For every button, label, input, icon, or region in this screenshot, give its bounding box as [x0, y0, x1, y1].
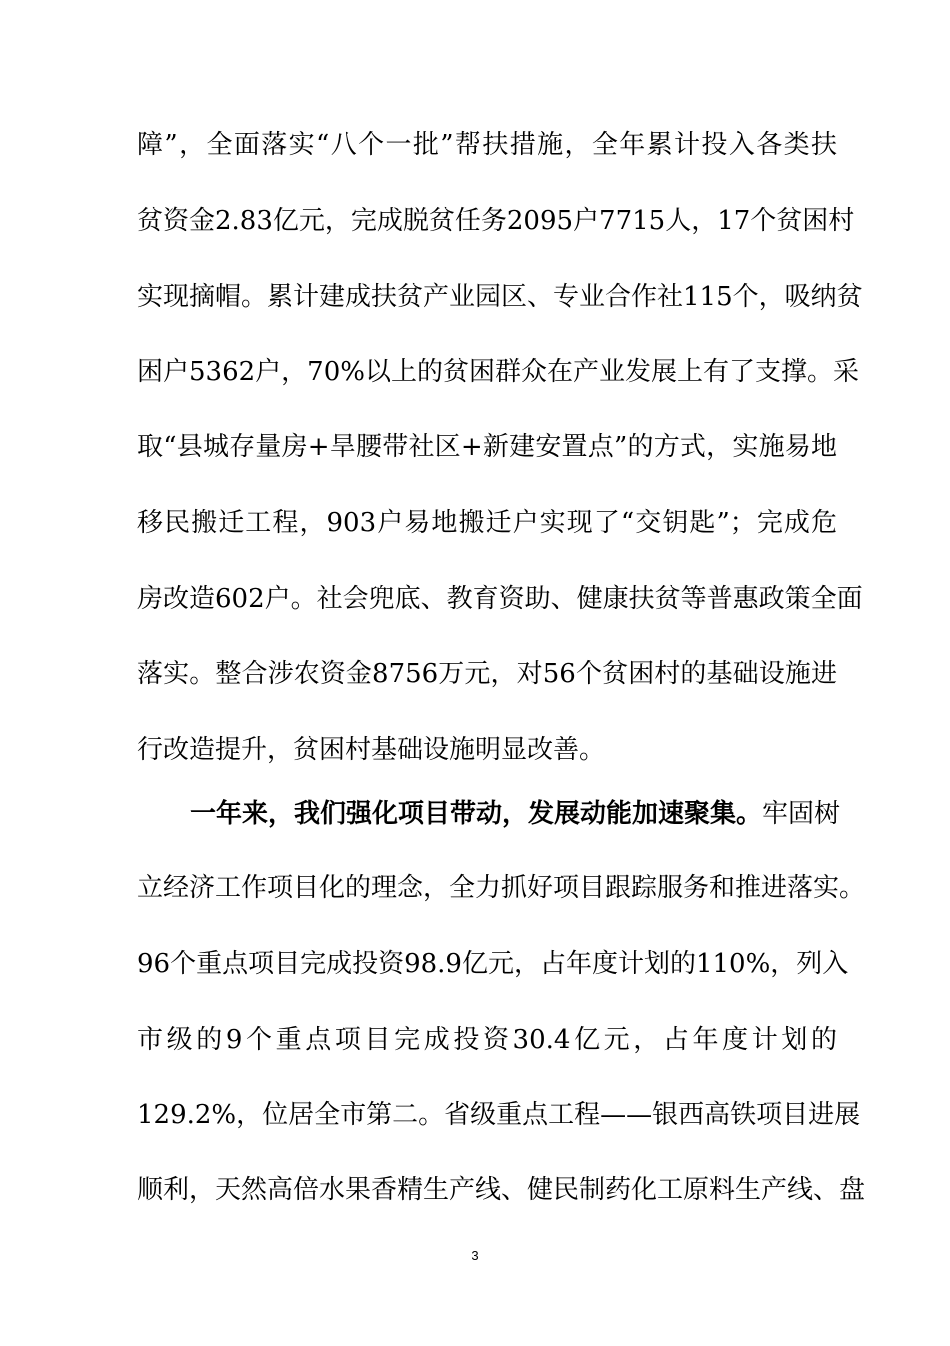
paragraph-2-line-6: 顺利，天然高倍水果香精生产线、健民制药化工原料生产线、盘: [137, 1175, 866, 1205]
paragraph-2-line-5: 129.2%，位居全市第二。省级重点工程——银西高铁项目进展: [137, 1100, 861, 1130]
paragraph-2-line-1: [190, 792, 841, 836]
paragraph-2-lead-rest: 牢固树: [762, 799, 841, 829]
paragraph-2-line-4: 市级的9个重点项目完成投资30.4亿元，占年度计划的: [137, 1025, 837, 1055]
paragraph-1-line-9: 行改造提升，贫困村基础设施明显改善。: [137, 735, 606, 765]
paragraph-1-line-3: 实现摘帽。累计建成扶贫产业园区、专业合作社115个，吸纳贫: [137, 282, 863, 312]
paragraph-2-lead-heading: 一年来，我们强化项目带动，发展动能加速聚集。: [190, 799, 763, 829]
paragraph-1-line-8: 落实。整合涉农资金8756万元，对56个贫困村的基础设施进: [137, 659, 837, 689]
paragraph-1-line-2: 贫资金2.83亿元，完成脱贫任务2095户7715人，17个贫困村: [137, 206, 855, 236]
paragraph-1-line-5: 取“县城存量房+旱腰带社区+新建安置点”的方式，实施易地: [137, 432, 837, 462]
paragraph-1-line-4: 困户5362户，70%以上的贫困群众在产业发展上有了支撑。采: [137, 357, 859, 387]
paragraph-1-line-6: 移民搬迁工程，903户易地搬迁户实现了“交钥匙”；完成危: [137, 508, 837, 538]
paragraph-2-line-2: 立经济工作项目化的理念，全力抓好项目跟踪服务和推进落实。: [137, 873, 866, 903]
paragraph-1-line-1: 障”，全面落实“八个一批”帮扶措施，全年累计投入各类扶: [137, 130, 837, 160]
paragraph-1-line-7: 房改造602户。社会兜底、教育资助、健康扶贫等普惠政策全面: [137, 584, 863, 614]
paragraph-2-line-3: 96个重点项目完成投资98.9亿元，占年度计划的110%，列入: [137, 949, 849, 979]
page-number: 3: [471, 1248, 479, 1263]
